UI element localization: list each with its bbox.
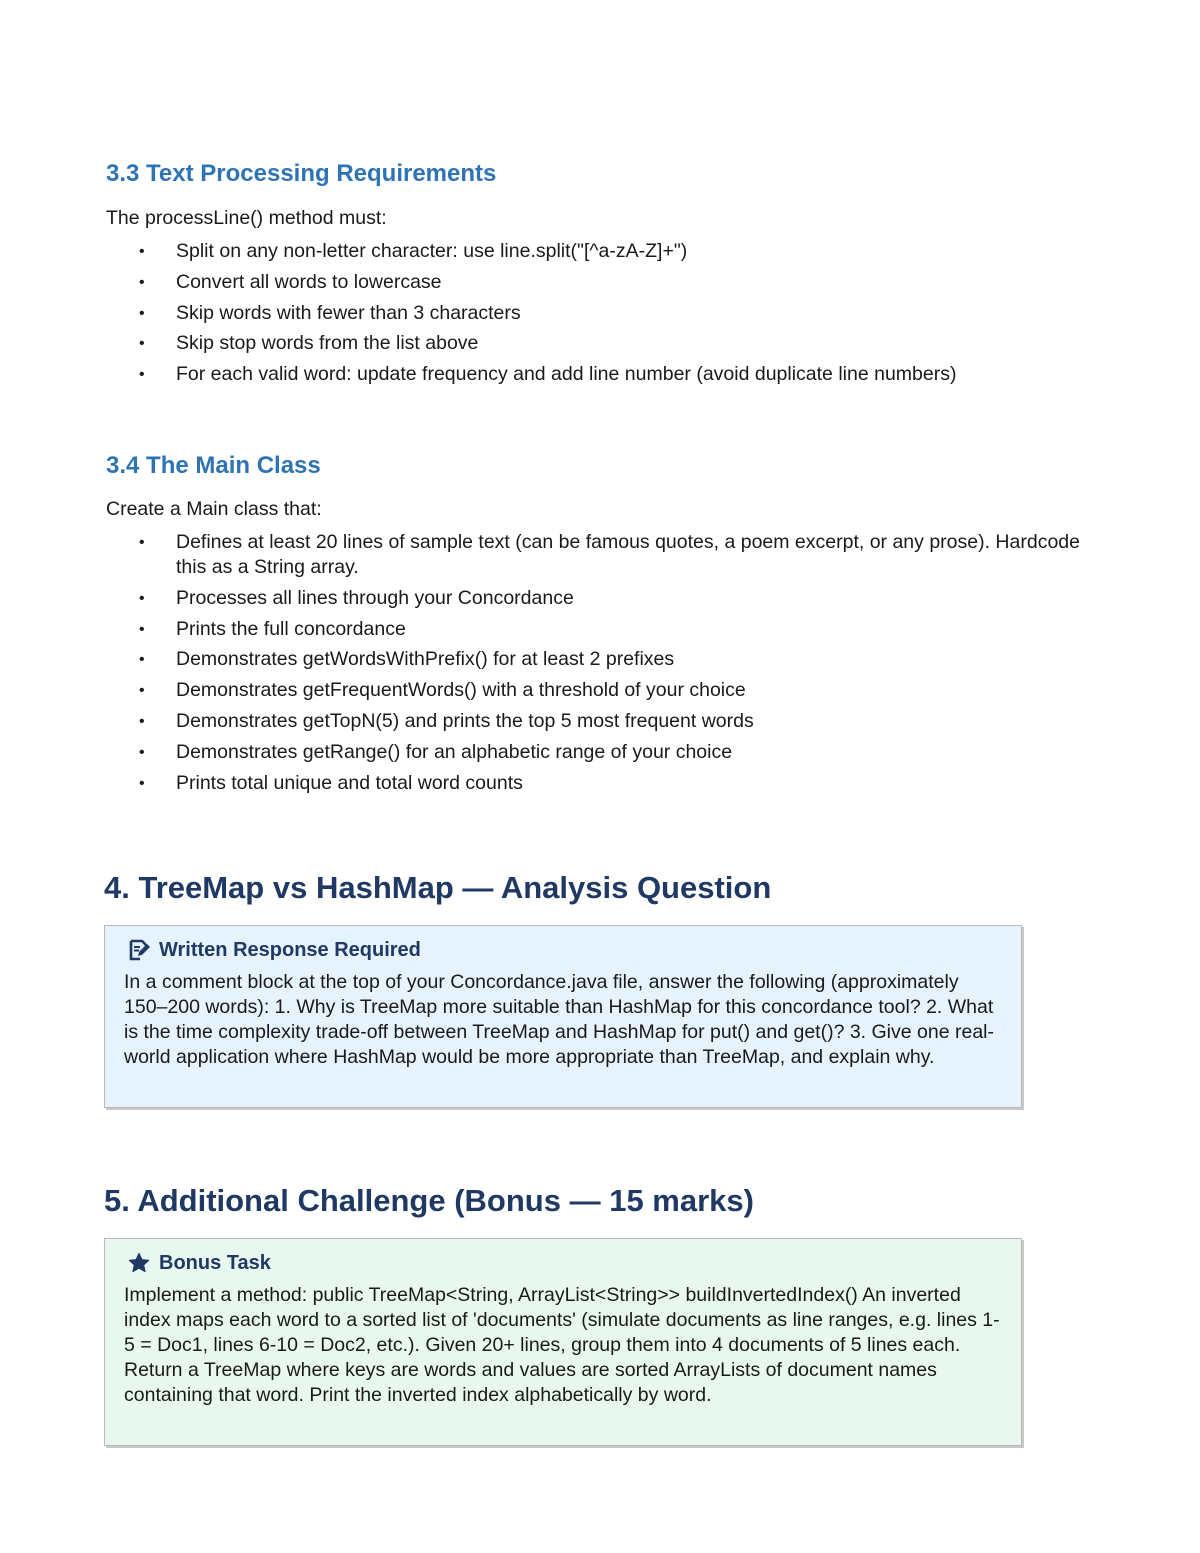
- callout-body: Implement a method: public TreeMap<String, ArrayList<String>> buildInvertedIndex() An inverted index maps each word to a sorted list of 'documents' (simulate documents as line ranges, e.g. lines 1-5 = Doc1, lines 6-10 = Doc2, etc.). Given 20+ lines, group them into 4 documents of 5 lines each. Return a TreeMap where keys are words and values are sorted ArrayLists of document names containing that word. Print the inverted index alphabetically by word.: [124, 1284, 1000, 1406]
- list-item: • Prints the full concordance: [139, 617, 406, 640]
- bullet-icon: •: [139, 335, 145, 353]
- list-item: • Split on any non-letter character: use line.split("[^a-zA-Z]+"): [139, 240, 688, 262]
- section-3-3-intro: The processLine() method must:: [106, 207, 387, 229]
- section-3-4-list: [106, 530, 1106, 801]
- bonus-task-callout: [104, 1238, 1022, 1446]
- list-item: • Demonstrates getRange() for an alphabetic range of your choice: [139, 740, 733, 763]
- callout-body: In a comment block at the top of your Concordance.java file, answer the following (approximately 150–200 words): 1. Why is TreeMap more suitable than HashMap for this concordance tool? 2. What is the time complexity trade-off between TreeMap and HashMap for put() and get()? 3. Give one real-world application where HashMap would be more appropriate than TreeMap, and explain why.: [124, 971, 994, 1068]
- list-item: • Defines at least 20 lines of sample text (can be famous quotes, a poem excerpt, or any prose). Hardcode this as a String array.: [139, 531, 1080, 578]
- bullet-icon: •: [139, 620, 145, 638]
- list-item: • Skip stop words from the list above: [139, 332, 479, 355]
- section-3-3-heading: 3.3 Text Processing Requirements: [106, 160, 497, 187]
- bullet-icon: •: [139, 743, 145, 761]
- list-item: • Demonstrates getTopN(5) and prints the top 5 most frequent words: [139, 709, 754, 732]
- section-5-heading: 5. Additional Challenge (Bonus — 15 marks): [104, 1183, 754, 1218]
- callout-title-text: Written Response Required: [159, 938, 421, 961]
- bullet-icon: •: [139, 304, 145, 322]
- bullet-icon: •: [139, 712, 145, 730]
- section-3-4-heading: 3.4 The Main Class: [106, 452, 321, 479]
- bullet-icon: •: [139, 774, 145, 792]
- list-item: • For each valid word: update frequency and add line number (avoid duplicate line numbers): [139, 363, 957, 386]
- callout-title: [127, 1251, 1001, 1275]
- bullet-icon: •: [139, 651, 145, 669]
- written-response-callout: [104, 925, 1022, 1108]
- callout-title: [127, 938, 1001, 962]
- edit-note-icon: [127, 938, 151, 962]
- section-3-4-intro: Create a Main class that:: [106, 498, 322, 520]
- list-item: • Demonstrates getFrequentWords() with a threshold of your choice: [139, 679, 746, 702]
- bullet-icon: •: [139, 366, 145, 384]
- callout-title-text: Bonus Task: [159, 1251, 271, 1274]
- bullet-icon: •: [139, 589, 145, 607]
- bullet-icon: •: [139, 273, 145, 291]
- bullet-icon: •: [139, 682, 145, 700]
- list-item: • Convert all words to lowercase: [139, 270, 442, 293]
- section-4-heading: 4. TreeMap vs HashMap — Analysis Question: [104, 870, 772, 905]
- list-item: • Prints total unique and total word counts: [139, 771, 523, 794]
- bullet-icon: •: [139, 243, 145, 260]
- star-icon: [127, 1251, 151, 1275]
- list-item: • Demonstrates getWordsWithPrefix() for at least 2 prefixes: [139, 648, 675, 671]
- bullet-icon: •: [139, 534, 145, 551]
- list-item: • Processes all lines through your Concordance: [139, 586, 574, 609]
- section-3-3-list: [106, 239, 1106, 393]
- list-item: • Skip words with fewer than 3 characters: [139, 301, 521, 324]
